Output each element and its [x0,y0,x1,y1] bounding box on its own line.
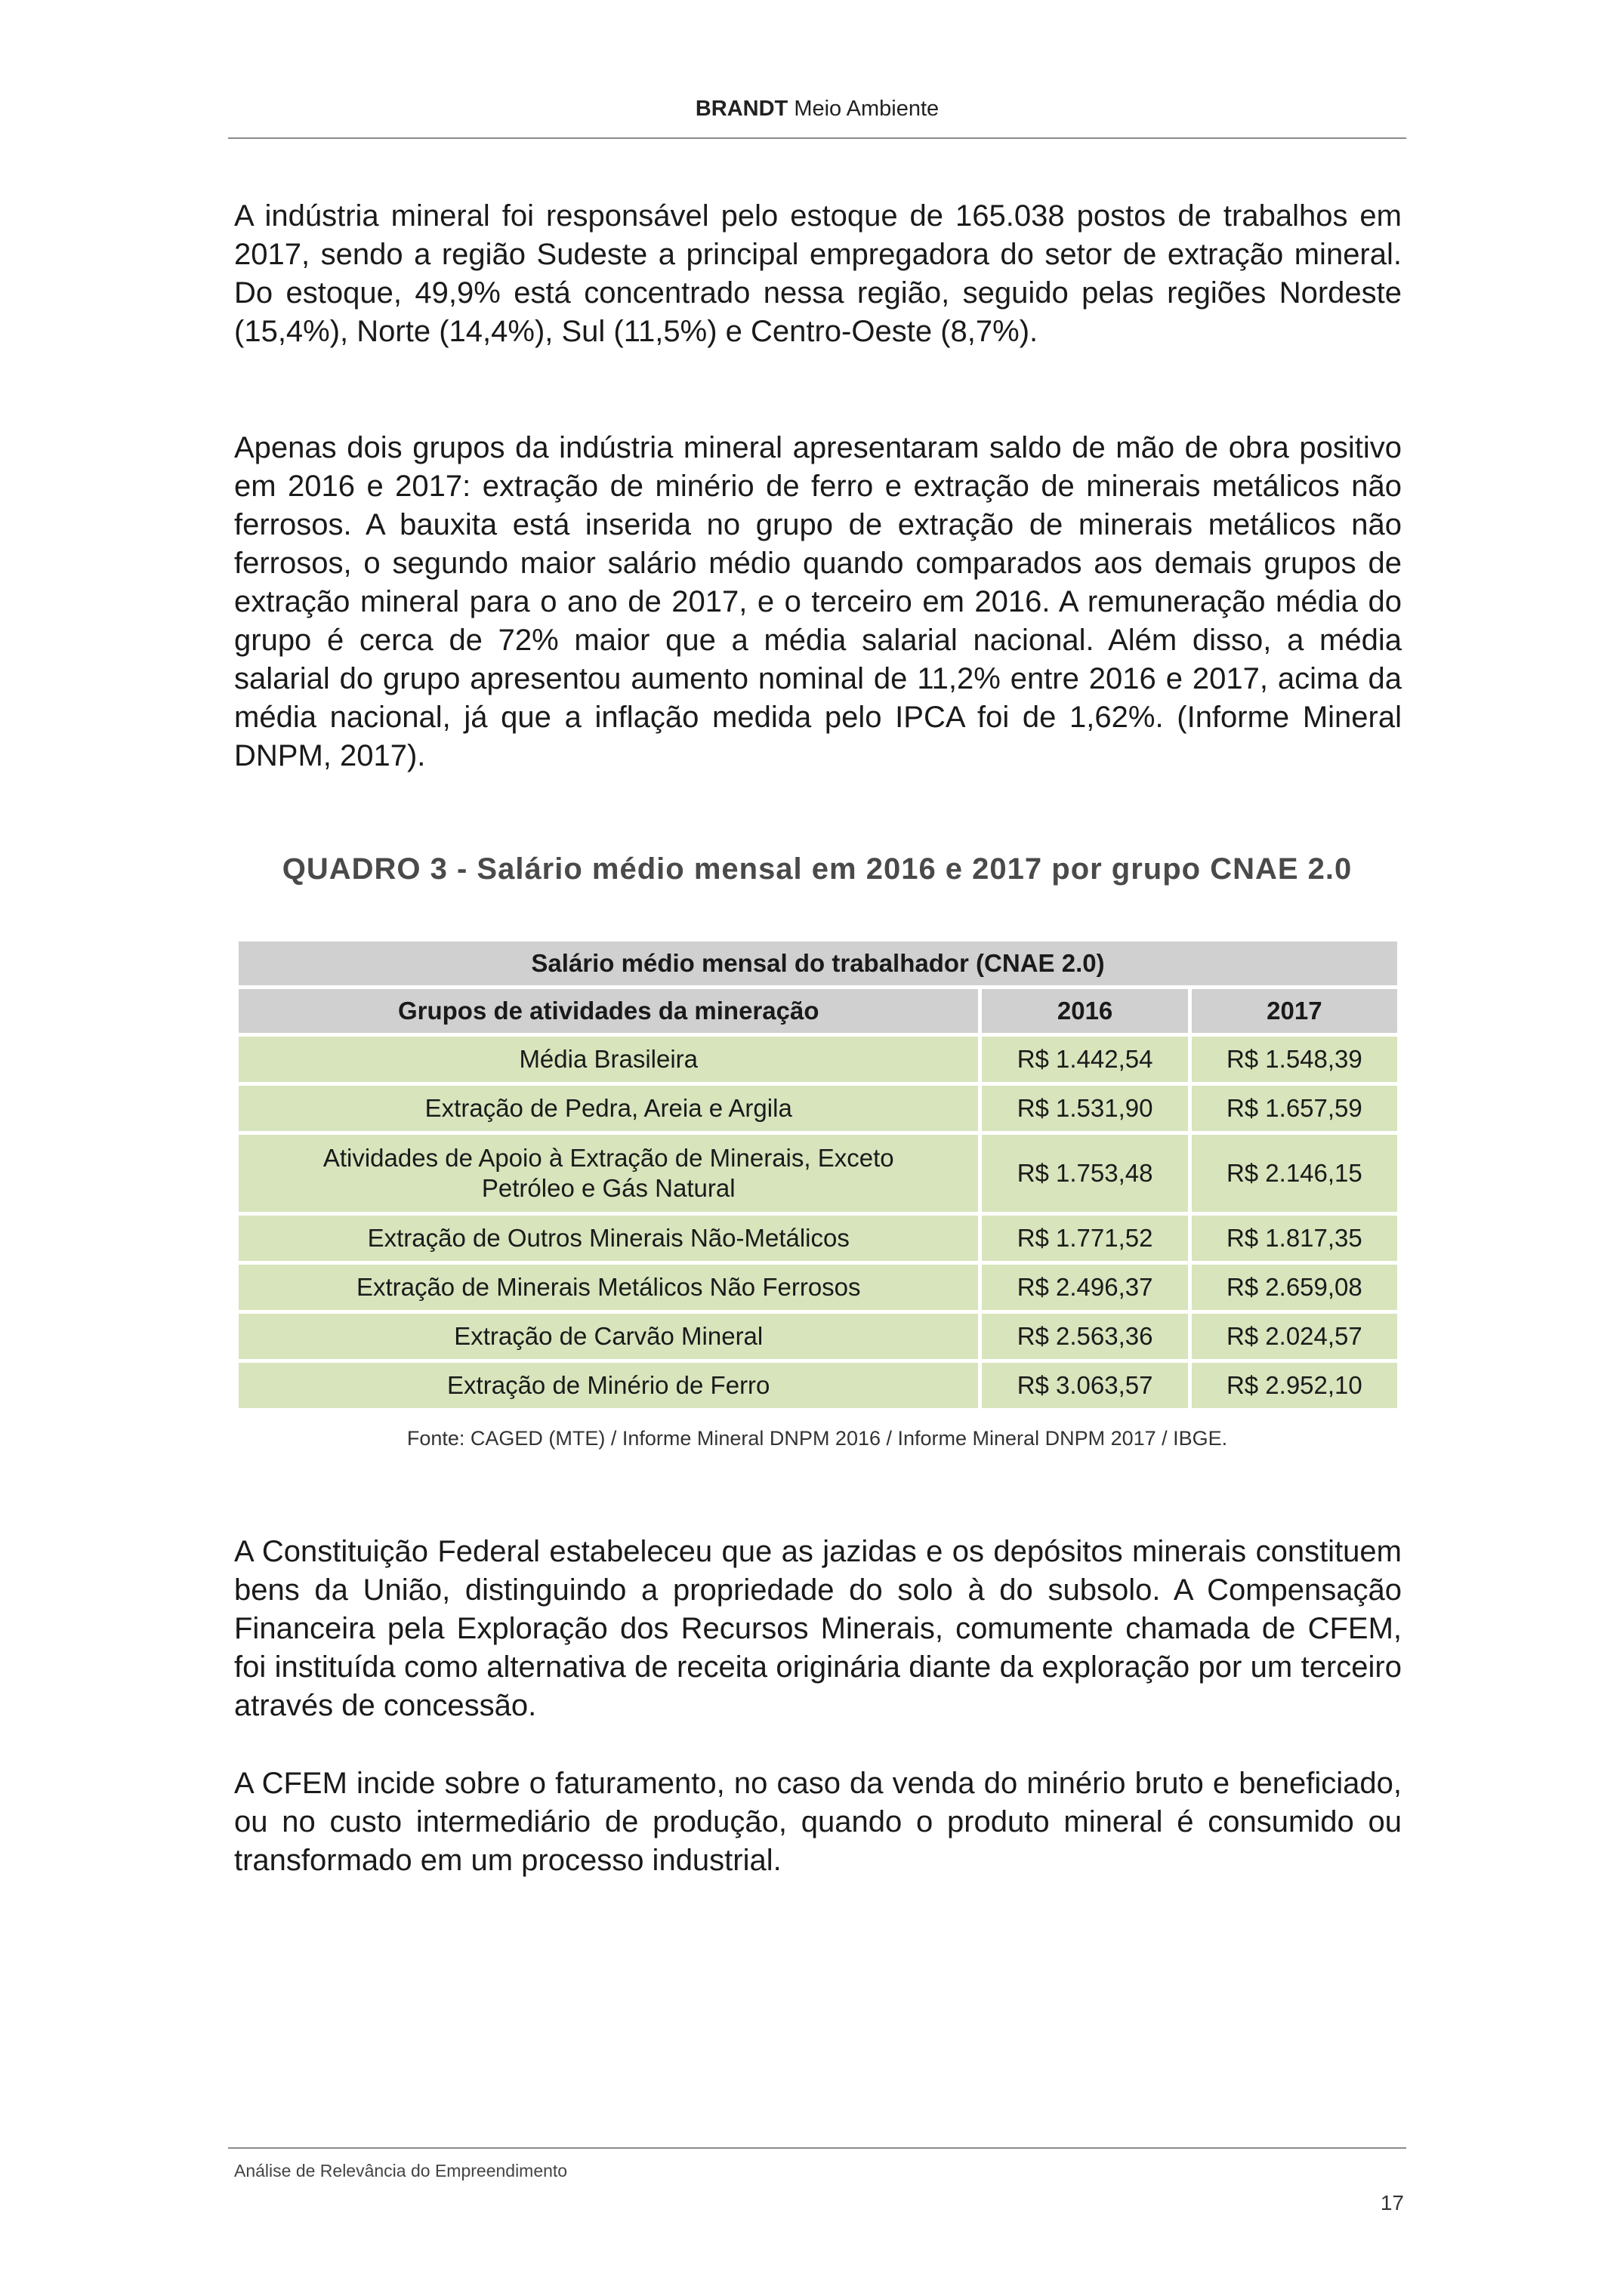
salary-2016: R$ 1.771,52 [978,1216,1187,1261]
header-divider [228,137,1406,139]
footer-divider [228,2147,1406,2149]
brand-subtitle: Meio Ambiente [794,97,940,121]
column-header-group: Grupos de atividades da mineração [239,989,978,1033]
salary-2017: R$ 1.817,35 [1188,1216,1397,1261]
group-name: Média Brasileira [239,1037,978,1082]
paragraph-constitution: A Constituição Federal estabeleceu que as jazidas e os depósitos minerais constituem bens da União, distinguindo a propriedade do solo à do subsolo. A Compensação Financeira pela Exploração dos Recursos Minerais, comumente chamada de CFEM, foi instituída como alternativa de receita originária diante da exploração por um terceiro através de concessão. [234,1535,1402,1722]
paragraph-cfem: A CFEM incide sobre o faturamento, no caso da venda do minério bruto e beneficiado, ou no custo intermediário de produção, quando o produto mineral é consumido ou transformado em um processo industrial. [234,1767,1402,1877]
salary-table [239,936,1397,1412]
group-name: Atividades de Apoio à Extração de Minerais, Exceto Petróleo e Gás Natural [239,1135,978,1212]
group-name: Extração de Outros Minerais Não-Metálicos [239,1216,978,1261]
salary-2017: R$ 2.146,15 [1188,1135,1397,1212]
salary-2016: R$ 2.496,37 [978,1265,1187,1310]
table-row [239,1265,1397,1310]
salary-2016: R$ 1.753,48 [978,1135,1187,1212]
table-caption: Salário médio mensal do trabalhador (CNAE 2.0) [239,940,1397,985]
table-source: Fonte: CAGED (MTE) / Informe Mineral DNPM 2016 / Informe Mineral DNPM 2017 / IBGE. [406,1427,1228,1450]
column-header-2017: 2017 [1188,989,1397,1033]
footer-document-title: Análise de Relevância do Empreendimento [234,2161,568,2180]
salary-2017: R$ 1.657,59 [1188,1086,1397,1131]
salary-2016: R$ 2.563,36 [978,1314,1187,1359]
group-name: Extração de Minerais Metálicos Não Ferrosos [239,1265,978,1310]
table-header-row [239,989,1397,1033]
group-name: Extração de Carvão Mineral [239,1314,978,1359]
paragraph-salary-groups: Apenas dois grupos da indústria mineral apresentaram saldo de mão de obra positivo em 2016 e 2017: extração de minério de ferro e extração de minerais metálicos não ferrosos. A bauxita está inserida no grupo de extração de minerais metálicos não ferrosos, o segundo maior salário médio quando comparados aos demais grupos de extração mineral para o ano de 2017, e o terceiro em 2016. A remuneração média do grupo é cerca de 72% maior que a média salarial nacional. Além disso, a média salarial do grupo apresentou aumento nominal de 11,2% entre 2016 e 2017, acima da média nacional, já que a inflação medida pelo IPCA foi de 1,62%. (Informe Mineral DNPM, 2017). [234,431,1402,772]
page-number: 17 [1380,2191,1404,2214]
salary-2017: R$ 2.024,57 [1188,1314,1397,1359]
salary-2016: R$ 1.442,54 [978,1037,1187,1082]
table-row [239,1037,1397,1082]
salary-2017: R$ 2.659,08 [1188,1265,1397,1310]
paragraph-employment: A indústria mineral foi responsável pelo estoque de 165.038 postos de trabalhos em 2017, sendo a região Sudeste a principal empregadora do setor de extração mineral. Do estoque, 49,9% está concentrado nessa região, seguido pelas regiões Nordeste (15,4%), Norte (14,4%), Sul (11,5%) e Centro-Oeste (8,7%). [234,199,1402,348]
table-row [239,1086,1397,1131]
table-row [239,1216,1397,1261]
salary-2017: R$ 1.548,39 [1188,1037,1397,1082]
salary-2016: R$ 3.063,57 [978,1363,1187,1408]
brand-name: BRANDT [695,97,788,121]
group-name: Extração de Minério de Ferro [239,1363,978,1408]
table-caption-row [239,940,1397,985]
group-name: Extração de Pedra, Areia e Argila [239,1086,978,1131]
page-header [228,97,1406,122]
table-row [239,1135,1397,1212]
salary-2016: R$ 1.531,90 [978,1086,1187,1131]
table-title: QUADRO 3 - Salário médio mensal em 2016 e 2017 por grupo CNAE 2.0 [282,852,1353,886]
table-row [239,1363,1397,1408]
column-header-2016: 2016 [978,989,1187,1033]
table-row [239,1314,1397,1359]
salary-2017: R$ 2.952,10 [1188,1363,1397,1408]
